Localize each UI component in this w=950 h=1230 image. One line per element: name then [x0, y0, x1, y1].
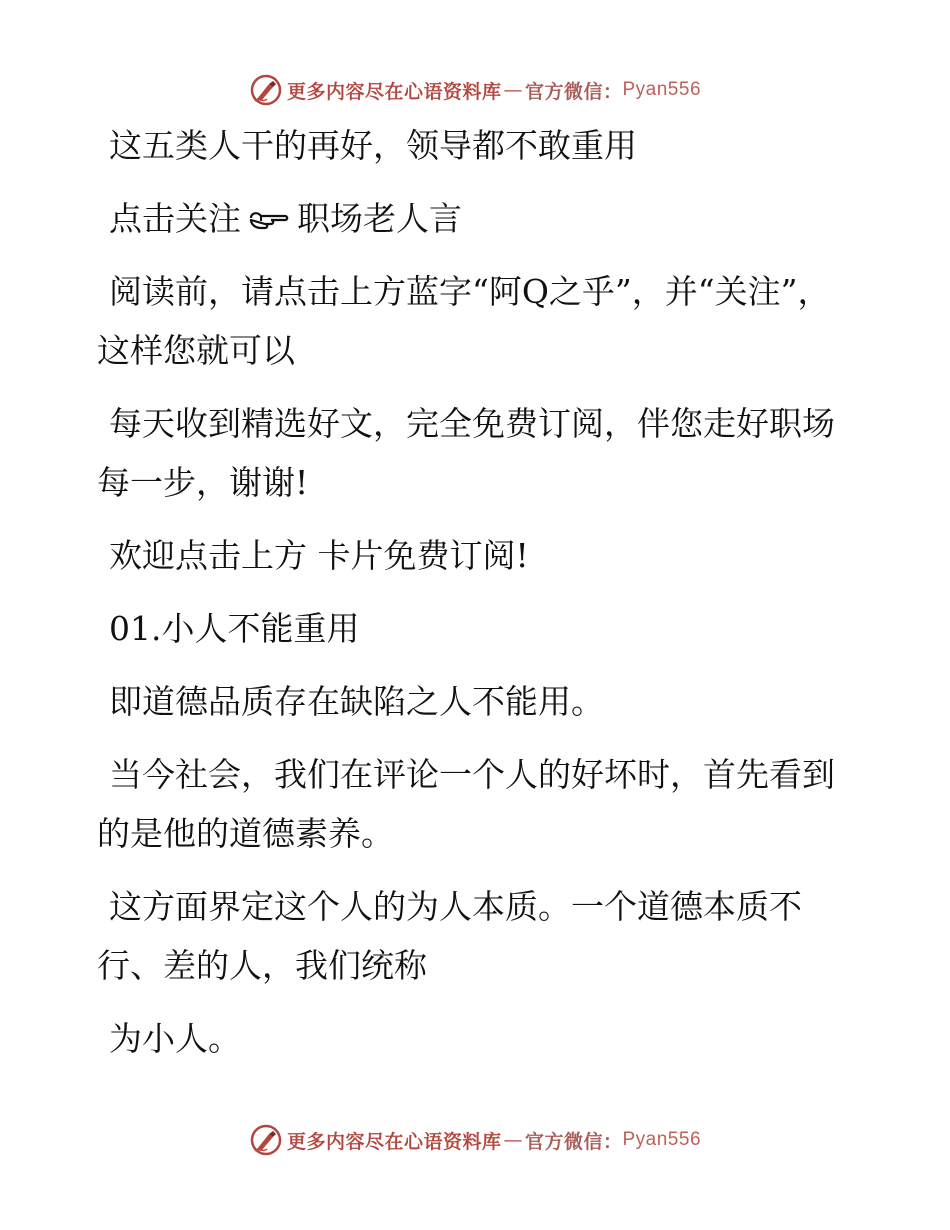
- pen-logo-icon: [249, 73, 283, 107]
- paragraph-5: 即道德品质存在缺陷之人不能用。: [109, 682, 604, 721]
- pointing-hand-icon: [247, 208, 291, 234]
- follow-prefix: 点击关注: [109, 199, 241, 238]
- footer-banner: [0, 1120, 950, 1160]
- article-title: 这五类人干的再好，领导都不敢重用: [109, 126, 637, 165]
- paragraph-1: 阅读前，请点击上方蓝字“阿Q之乎”，并“关注”，这样您就可以: [97, 272, 831, 370]
- banner-site-text: 更多内容尽在心语资料库: [286, 1130, 502, 1153]
- paragraph-6: 当今社会，我们在评论一个人的好坏时，首先看到的是他的道德素养。: [97, 755, 835, 853]
- banner-wechat-id: Pyan556: [622, 79, 702, 100]
- banner-dash: —: [503, 79, 523, 101]
- banner-wechat-id: Pyan556: [622, 1129, 702, 1150]
- paragraph-7: 这方面界定这个人的为人本质。一个道德本质不行、差的人，我们统称: [97, 887, 802, 985]
- section-heading-01: 01.小人不能重用: [109, 609, 360, 648]
- banner-dash: —: [503, 1129, 523, 1151]
- paragraph-3: 欢迎点击上方 卡片免费订阅!: [109, 536, 529, 575]
- banner-wechat-label: 官方微信：: [524, 80, 623, 103]
- header-banner: [0, 70, 950, 110]
- pen-logo-icon: [249, 1123, 283, 1157]
- follow-line: [97, 189, 837, 248]
- follow-suffix: 职场老人言: [297, 199, 462, 238]
- paragraph-2: 每天收到精选好文，完全免费订阅，伴您走好职场每一步，谢谢!: [97, 404, 835, 502]
- article-body: [97, 116, 837, 1068]
- paragraph-8: 为小人。: [109, 1019, 241, 1058]
- banner-site-text: 更多内容尽在心语资料库: [286, 80, 502, 103]
- banner-wechat-label: 官方微信：: [524, 1130, 623, 1153]
